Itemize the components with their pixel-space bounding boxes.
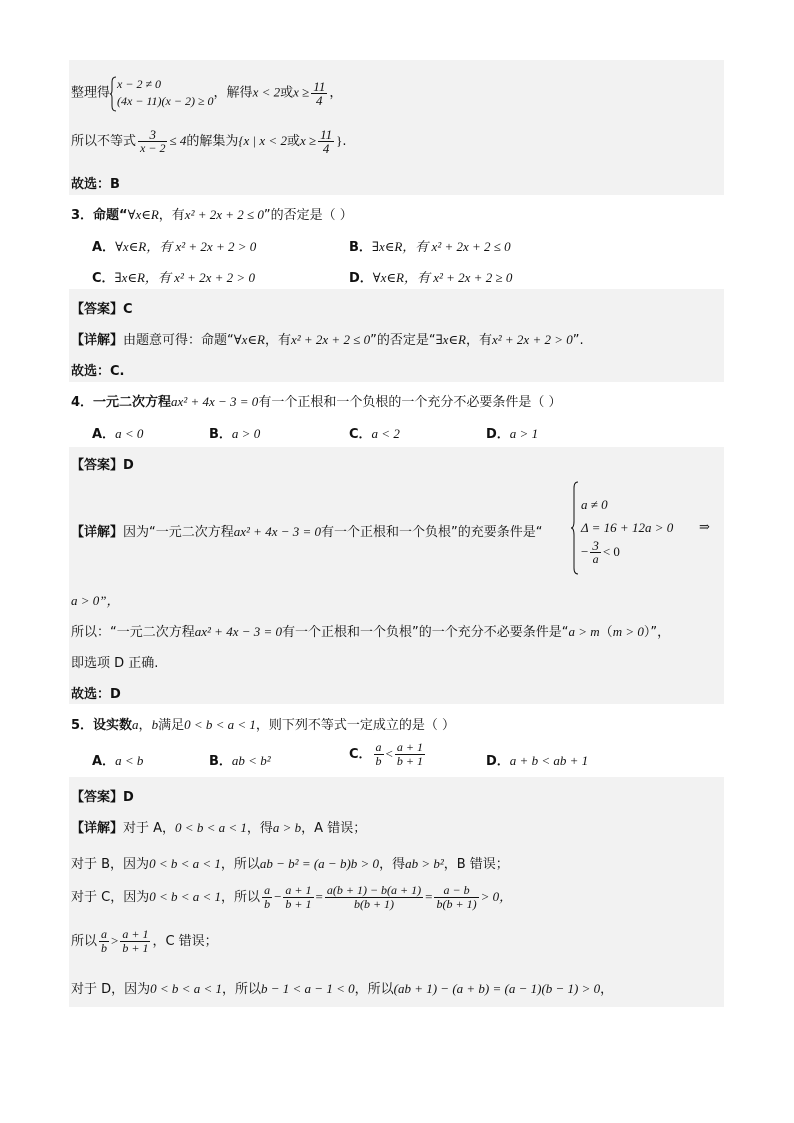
q3-option-d[interactable] — [349, 267, 512, 286]
q3-stem — [71, 204, 723, 223]
text: ，B 错误； — [443, 857, 509, 872]
text: ，所以 — [221, 890, 261, 905]
q5-detail-d — [71, 978, 723, 997]
text: ，有 — [264, 333, 291, 348]
text: 整理得 — [71, 85, 111, 101]
numerator: a + 1 — [285, 883, 312, 897]
q5-detail-c2 — [71, 928, 723, 955]
option-text: a > 1 — [509, 426, 539, 441]
system-row: Δ = 16 + 12a > 0 — [581, 520, 674, 535]
math: 0 < b < a < 1 — [149, 889, 222, 904]
option-text: a < b — [115, 753, 144, 768]
text: 由题意可得：命题“ — [123, 333, 234, 348]
q2-choose: 故选：B — [71, 177, 120, 192]
text: 或 — [280, 85, 294, 101]
inequality-system — [110, 76, 214, 110]
fraction — [311, 80, 327, 107]
math: > — [111, 933, 119, 948]
fraction — [374, 741, 384, 768]
q4-option-d[interactable] — [486, 423, 538, 442]
text: ，有 — [465, 333, 492, 348]
numerator: a + 1 — [122, 927, 149, 941]
text: ”的否定是（ ） — [263, 208, 353, 223]
text: ”. — [572, 333, 584, 348]
q4-option-b[interactable] — [209, 423, 260, 442]
option-label: A． — [92, 427, 116, 442]
math: ab > b² — [405, 856, 444, 871]
text: ，所以 — [221, 982, 261, 997]
option-label: C． — [349, 747, 372, 762]
math: x² + 2x + 2 ≤ 0 — [184, 207, 264, 222]
text: 对于 C，因为 — [71, 890, 150, 905]
numerator: a — [264, 883, 271, 897]
fraction — [120, 928, 150, 955]
denominator: b — [101, 941, 108, 955]
math: < — [385, 746, 393, 761]
q4-so — [71, 621, 723, 640]
option-text: a < 2 — [371, 426, 400, 441]
text: ，有 — [158, 208, 185, 223]
denominator: b + 1 — [122, 941, 149, 955]
system-row — [581, 539, 620, 566]
text: 有一个正根和一个负根”的充要条件是“ — [321, 525, 543, 540]
option-label: B． — [209, 754, 232, 769]
option-text: a + b < ab + 1 — [509, 753, 589, 768]
math: x² + 2x + 2 > 0 — [491, 332, 573, 347]
math: = — [425, 889, 433, 904]
option-label: A． — [92, 754, 116, 769]
option-text: a > 0 — [231, 426, 261, 441]
text: ，A 错误； — [301, 821, 367, 836]
text: 因为“一元二次方程 — [123, 525, 234, 540]
q3-choose: 故选：C. — [71, 364, 125, 379]
text: ，所以 — [220, 857, 260, 872]
text: （ — [599, 625, 613, 640]
q5-detail-b — [71, 853, 723, 872]
math: a > b — [272, 820, 302, 835]
denominator: b — [375, 754, 382, 768]
text: 对于 B，因为 — [71, 857, 150, 872]
math: ∀x∈R — [233, 332, 265, 347]
system-row: x − 2 ≠ 0 — [117, 77, 162, 91]
q5-option-d[interactable] — [486, 750, 588, 769]
fraction — [283, 884, 313, 911]
math: = — [315, 889, 323, 904]
numerator: a — [375, 740, 382, 754]
fraction — [590, 539, 601, 566]
math: ∀x∈R — [127, 207, 159, 222]
text: 或 — [286, 134, 300, 149]
option-label: C． — [349, 427, 372, 442]
fraction — [318, 128, 334, 155]
math: ab − b² = (a − b)b > 0 — [259, 856, 380, 871]
denominator: b(b + 1) — [353, 897, 395, 911]
q3-option-b[interactable] — [349, 236, 511, 255]
text: ， — [329, 85, 343, 101]
fraction — [262, 884, 272, 911]
q3-answer: 【答案】C — [71, 302, 133, 317]
option-text: ab < b² — [231, 753, 271, 768]
fraction — [395, 741, 425, 768]
math: ∃x∈R — [435, 332, 466, 347]
text: 对于 D，因为 — [71, 982, 151, 997]
text: ，所以 — [354, 982, 394, 997]
math: {x | x < 2 — [238, 133, 287, 148]
math: < 0 — [602, 544, 620, 559]
fraction — [99, 928, 109, 955]
math: b — [151, 717, 159, 732]
detail-label: 【详解】 — [71, 821, 124, 836]
text: ，则下列不等式一定成立的是（ ） — [255, 718, 456, 733]
numerator: a + 1 — [396, 740, 423, 754]
option-text: ∃x∈R，有 x² + 2x + 2 > 0 — [114, 270, 255, 285]
text: 所以：“一元二次方程 — [71, 625, 195, 640]
detail-label: 【详解】 — [71, 525, 124, 540]
numerator: 11 — [320, 127, 333, 142]
q5-detail-a — [71, 817, 723, 836]
text: ”的否定是“ — [370, 333, 436, 348]
option-text: ∃x∈R，有 x² + 2x + 2 ≤ 0 — [371, 239, 511, 254]
q5-detail-c — [71, 884, 723, 911]
option-label: D． — [486, 427, 510, 442]
q4-correct: 即选项 D 正确. — [71, 656, 159, 671]
option-label: C． — [92, 271, 115, 286]
q5-stem — [71, 714, 723, 733]
denominator: 4 — [322, 141, 330, 156]
text: ， — [138, 718, 152, 733]
math: a — [132, 717, 139, 732]
q4-choose: 故选：D — [71, 687, 121, 702]
q3-option-a[interactable] — [92, 236, 256, 255]
option-label: D． — [486, 754, 510, 769]
q5-option-b[interactable] — [209, 750, 271, 769]
math: a > 0”， — [71, 593, 120, 608]
numerator: 3 — [592, 538, 599, 553]
denominator: b(b + 1) — [436, 897, 477, 911]
q4-condition-system — [571, 481, 721, 577]
text: ，解得 — [213, 85, 253, 101]
math: 0 < b < a < 1 — [184, 717, 256, 732]
numerator: a(b + 1) − b(a + 1) — [326, 883, 422, 897]
option-text: ∀x∈R，有 x² + 2x + 2 ≥ 0 — [372, 270, 513, 285]
text: 满足 — [158, 718, 185, 733]
detail-label: 【详解】 — [71, 333, 124, 348]
option-label: B． — [209, 427, 232, 442]
math: 0 < b < a < 1 — [149, 856, 221, 871]
text: . — [342, 134, 347, 149]
text: 所以不等式 — [71, 134, 137, 149]
math: x² + 2x + 2 ≤ 0 — [290, 332, 371, 347]
text: 所以 — [71, 934, 98, 949]
system-row: (4x − 11)(x − 2) ≥ 0 — [117, 94, 214, 108]
math: − — [274, 889, 282, 904]
denominator: a — [592, 552, 599, 566]
denominator: b — [264, 897, 271, 911]
q4-option-c[interactable] — [349, 423, 400, 442]
text: ，C 错误； — [152, 934, 218, 949]
numerator: a — [101, 927, 108, 941]
question-number: 5．设实数 — [71, 718, 133, 733]
denominator: x − 2 — [140, 141, 166, 155]
math: } — [336, 133, 343, 148]
math: − — [581, 544, 589, 559]
fraction — [325, 884, 423, 911]
option-label: A． — [92, 240, 116, 255]
math: ax² + 4x − 3 = 0 — [233, 524, 322, 539]
q3-detail — [71, 329, 723, 348]
math: m > 0 — [612, 624, 644, 639]
q4-stem — [71, 391, 723, 410]
q5-option-c[interactable] — [349, 741, 427, 768]
q3-option-c[interactable] — [92, 267, 255, 286]
math: 0 < b < a < 1 — [150, 981, 222, 996]
denominator: b + 1 — [396, 754, 423, 768]
numerator: 11 — [313, 78, 326, 94]
math: a > m — [568, 624, 600, 639]
question-number: 3．命题“ — [71, 208, 128, 223]
numerator: 3 — [138, 128, 167, 142]
text: ，得 — [246, 821, 273, 836]
option-label: B． — [349, 240, 372, 255]
option-text: a < 0 — [115, 426, 144, 441]
text: 的解集为 — [186, 134, 239, 149]
math: 0 < b < a < 1 — [175, 820, 247, 835]
denominator: b + 1 — [285, 897, 312, 911]
fraction — [434, 884, 478, 911]
math: b − 1 < a − 1 < 0 — [261, 981, 355, 996]
math: > 0， — [480, 889, 513, 904]
q4-cont — [71, 590, 723, 609]
math: x < 2 — [252, 84, 281, 100]
question-number: 4．一元二次方程 — [71, 395, 172, 410]
q2-solve-line — [71, 76, 723, 110]
q5-answer: 【答案】D — [71, 790, 134, 805]
text: ）”， — [643, 625, 671, 640]
brace-icon — [571, 481, 579, 575]
system-row: a ≠ 0 — [581, 497, 608, 512]
math: (ab + 1) − (a + b) = (a − 1)(b − 1) > 0 — [393, 981, 601, 996]
math: ≤ 4 — [169, 133, 187, 148]
option-label: D． — [349, 271, 373, 286]
option-text: ∀x∈R，有 x² + 2x + 2 > 0 — [115, 239, 257, 254]
text: ，得 — [379, 857, 406, 872]
math: x ≥ — [293, 84, 310, 100]
math: ax² + 4x − 3 = 0 — [171, 394, 259, 409]
q5-option-a[interactable] — [92, 750, 143, 769]
denominator: 4 — [316, 92, 323, 108]
text: 对于 A， — [123, 821, 176, 836]
text: ， — [600, 982, 614, 997]
math: x ≥ — [299, 133, 317, 148]
text: 有一个正根和一个负根”的一个充分不必要条件是“ — [282, 625, 569, 640]
q4-option-a[interactable] — [92, 423, 143, 442]
numerator: a − b — [434, 884, 478, 898]
text: 有一个正根和一个负根的一个充分不必要条件是（ ） — [258, 395, 562, 410]
fraction — [138, 128, 167, 155]
math: ax² + 4x − 3 = 0 — [194, 624, 283, 639]
implies-arrow: ⇒ — [699, 519, 710, 534]
q4-answer: 【答案】D — [71, 458, 134, 473]
q2-solution-set-line — [71, 128, 723, 155]
brace-icon — [110, 76, 117, 112]
